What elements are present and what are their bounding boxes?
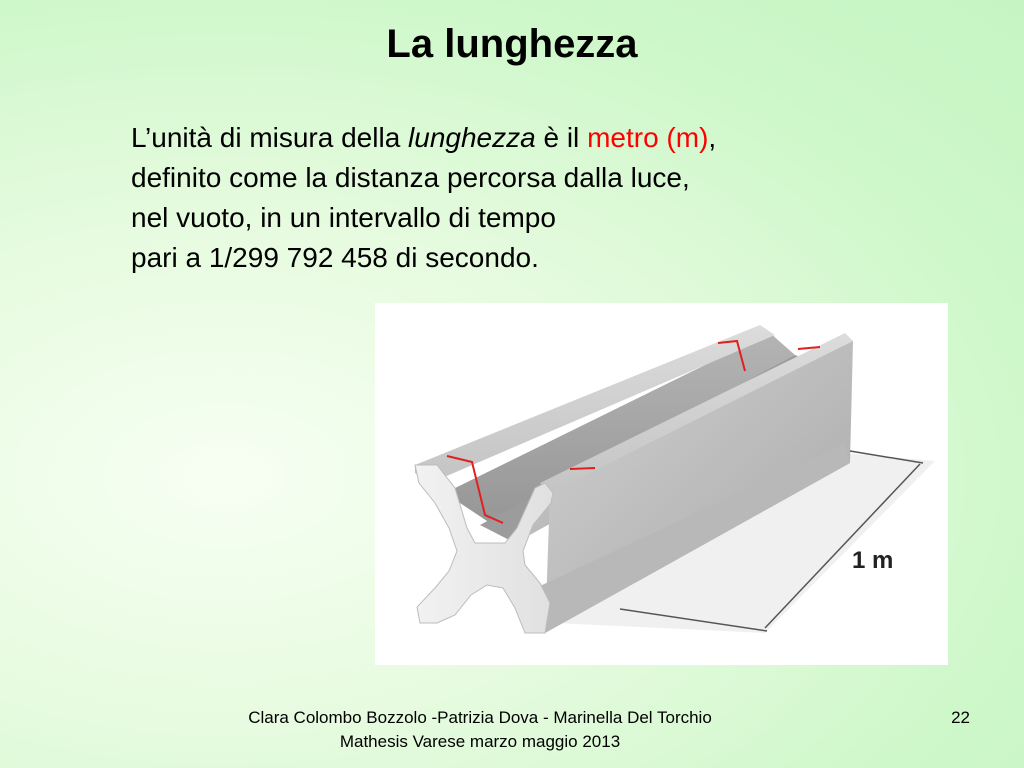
- term-lunghezza: lunghezza: [408, 122, 536, 153]
- definition-paragraph: [131, 118, 891, 278]
- term-metro: metro (m): [587, 122, 709, 153]
- footer-credits: [190, 706, 770, 754]
- start-mark-front: [570, 468, 595, 469]
- dimension-label: 1 m: [852, 547, 894, 574]
- page-number: 22: [951, 708, 970, 727]
- meter-bar-illustration: [375, 303, 948, 665]
- footer-authors: Clara Colombo Bozzolo -Patrizia Dova - Marinella Del Torchio: [248, 708, 712, 727]
- slide-title: La lunghezza: [386, 22, 638, 66]
- definition-text: ,: [708, 122, 717, 153]
- definition-line-3: nel vuoto, in un intervallo di tempo: [131, 202, 556, 233]
- definition-line-2: definito come la distanza percorsa dalla luce,: [131, 162, 690, 193]
- definition-text: L’unità di misura della: [131, 122, 409, 153]
- definition-text: è il: [535, 122, 588, 153]
- definition-line-4: pari a 1/299 792 458 di secondo.: [131, 242, 539, 273]
- footer-event: Mathesis Varese marzo maggio 2013: [339, 732, 621, 751]
- meter-bar-drawing: [375, 303, 948, 665]
- definition-line-1: [131, 118, 891, 158]
